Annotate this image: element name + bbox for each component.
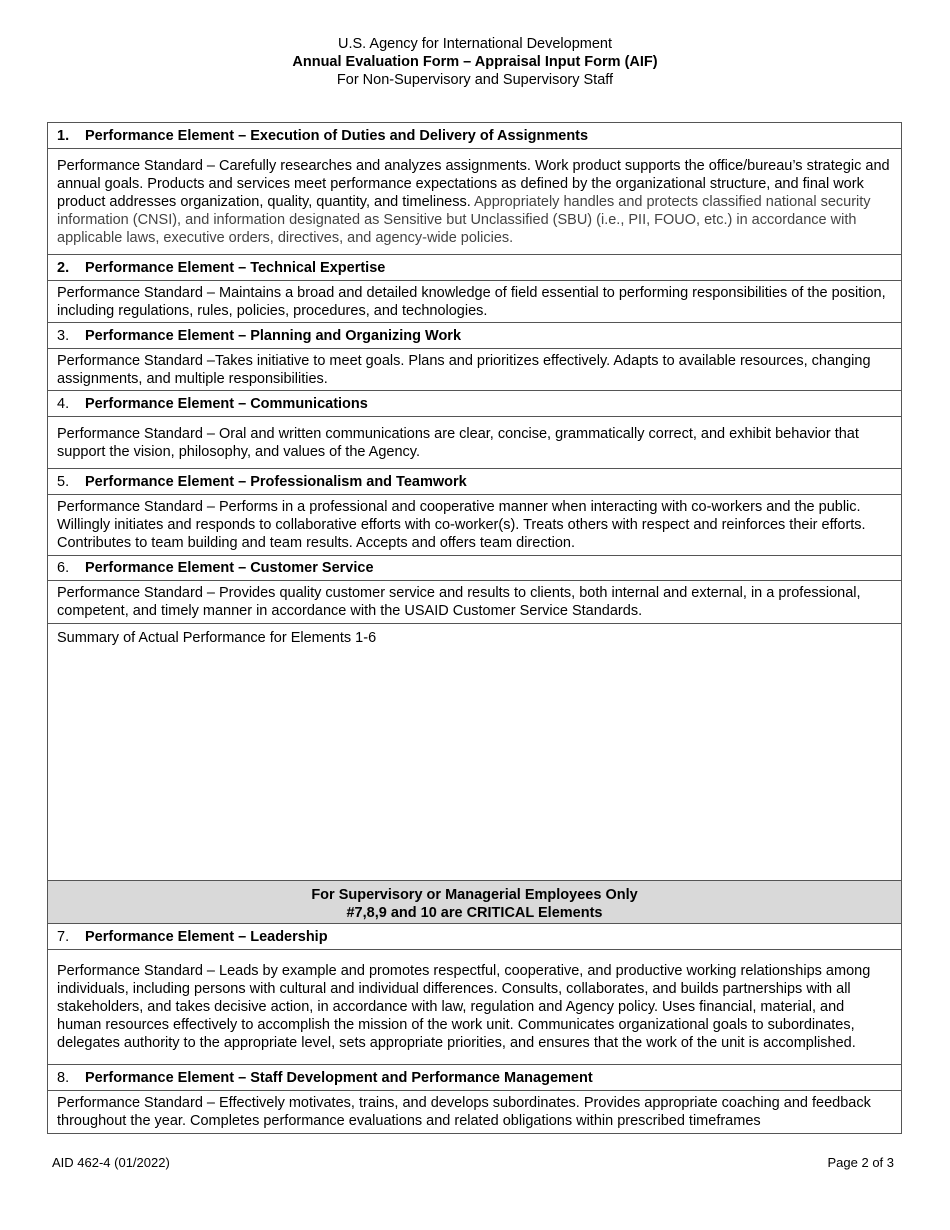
- element-number: 4.: [57, 395, 70, 412]
- element-title: Performance Element – Execution of Duties and Delivery of Assignments: [85, 127, 589, 144]
- element-1-standard-row: [48, 149, 901, 255]
- element-standard: Performance Standard – Effectively motivates, trains, and develops subordinates. Provides appropriate coaching and feedback throughout the year. Completes performance evaluations and related obligations within prescribed timeframes: [57, 1095, 871, 1129]
- element-title: Performance Element – Communications: [85, 395, 368, 412]
- element-standard: Performance Standard – Provides quality customer service and results to clients, both internal and external, in a professional, competent, and timely manner in accordance with the USAID Customer Service Standards.: [57, 585, 861, 619]
- page-number: Page 2 of 3: [827, 1155, 894, 1170]
- element-title: Performance Element – Professionalism and Teamwork: [85, 473, 467, 490]
- agency-name: U.S. Agency for International Development: [337, 36, 613, 52]
- element-number: 5.: [57, 473, 70, 490]
- element-6-standard-row: [48, 581, 901, 624]
- form-title: Annual Evaluation Form – Appraisal Input Form (AIF): [292, 54, 658, 70]
- element-number: 3.: [57, 327, 70, 344]
- form-id: AID 462-4 (01/2022): [52, 1155, 170, 1170]
- banner-line-2: #7,8,9 and 10 are CRITICAL Elements: [346, 905, 603, 921]
- element-title: Performance Element – Customer Service: [85, 560, 374, 576]
- element-7-title-row: [48, 924, 901, 950]
- element-8-title-row: [48, 1065, 901, 1091]
- element-4-title-row: [48, 391, 901, 417]
- element-title: Performance Element – Technical Expertise: [85, 259, 386, 276]
- element-6-title-row: [48, 556, 901, 581]
- summary-of-performance-field[interactable]: [48, 624, 901, 881]
- element-standard: Performance Standard –Takes initiative to meet goals. Plans and prioritizes effectively. Adapts to available resources, changing assignments, and multiple responsibilities.: [57, 352, 871, 387]
- element-3-standard-row: [48, 349, 901, 391]
- element-title: Performance Element – Planning and Organizing Work: [85, 327, 462, 344]
- element-5-title-row: [48, 469, 901, 495]
- form-header: [0, 35, 950, 89]
- element-3-title-row: [48, 323, 901, 349]
- element-number: 6.: [57, 560, 70, 576]
- element-4-standard-row: [48, 417, 901, 469]
- element-number: 1.: [57, 127, 70, 144]
- performance-elements-table: [47, 122, 902, 1134]
- element-2-standard-row: [48, 281, 901, 323]
- form-subtitle: For Non-Supervisory and Supervisory Staff: [336, 72, 614, 88]
- element-8-standard-row: [48, 1091, 901, 1133]
- element-5-standard-row: [48, 495, 901, 556]
- element-1-title-row: [48, 123, 901, 149]
- element-standard: Performance Standard – Maintains a broad and detailed knowledge of field essential to performing responsibilities of the position, including regulations, rules, policies, procedures, and technologies.: [57, 284, 886, 319]
- element-number: 7.: [57, 928, 70, 945]
- supervisory-banner: [48, 881, 901, 924]
- element-standard-security: Appropriately handles and protects classified national security information (CNSI), and information designated as Sensitive but Unclassified (SBU) (i.e., PII, FOUO, etc.) in accordance with applicable laws, executive orders, directives, and agency-wide policies.: [57, 194, 871, 246]
- element-standard: Performance Standard – Performs in a professional and cooperative manner when interacting with co-workers and the public. Willingly initiates and responds to collaborative efforts with co-worker(s). Treats others with respect and reinforces their efforts. Contributes to team building and team results. Accepts and offers team direction.: [57, 499, 866, 551]
- element-standard: Performance Standard – Leads by example and promotes respectful, cooperative, and productive working relationships among individuals, including persons with cultural and individual differences. Consults, collaborates, and builds partnerships with all stakeholders, and takes decisive action, in accordance with law, regulation and Agency policy. Uses financial, material, and human resources effectively to accomplish the mission of the work unit. Communicates organizational goals to subordinates, delegates authority to the appropriate level, sets appropriate priorities, and ensures that the work of the unit is accomplished.: [57, 963, 871, 1051]
- summary-label: Summary of Actual Performance for Elements 1-6: [57, 630, 377, 646]
- element-standard: Performance Standard – Carefully researches and analyzes assignments. Work product supports the office/bureau’s strategic and annual goals. Products and services meet performance expectations as defined by the organizational structure, and final work product addresses organization, quality, quantity, and timeliness.: [57, 158, 890, 210]
- element-title: Performance Element – Staff Development and Performance Management: [85, 1069, 593, 1086]
- element-2-title-row: [48, 255, 901, 281]
- element-standard: Performance Standard – Oral and written communications are clear, concise, grammatically correct, and exhibit behavior that support the vision, philosophy, and values of the Agency.: [57, 425, 859, 460]
- banner-line-1: For Supervisory or Managerial Employees Only: [311, 887, 638, 903]
- element-7-standard-row: [48, 950, 901, 1065]
- element-number: 2.: [57, 259, 70, 276]
- element-title: Performance Element – Leadership: [85, 928, 328, 945]
- element-number: 8.: [57, 1069, 70, 1086]
